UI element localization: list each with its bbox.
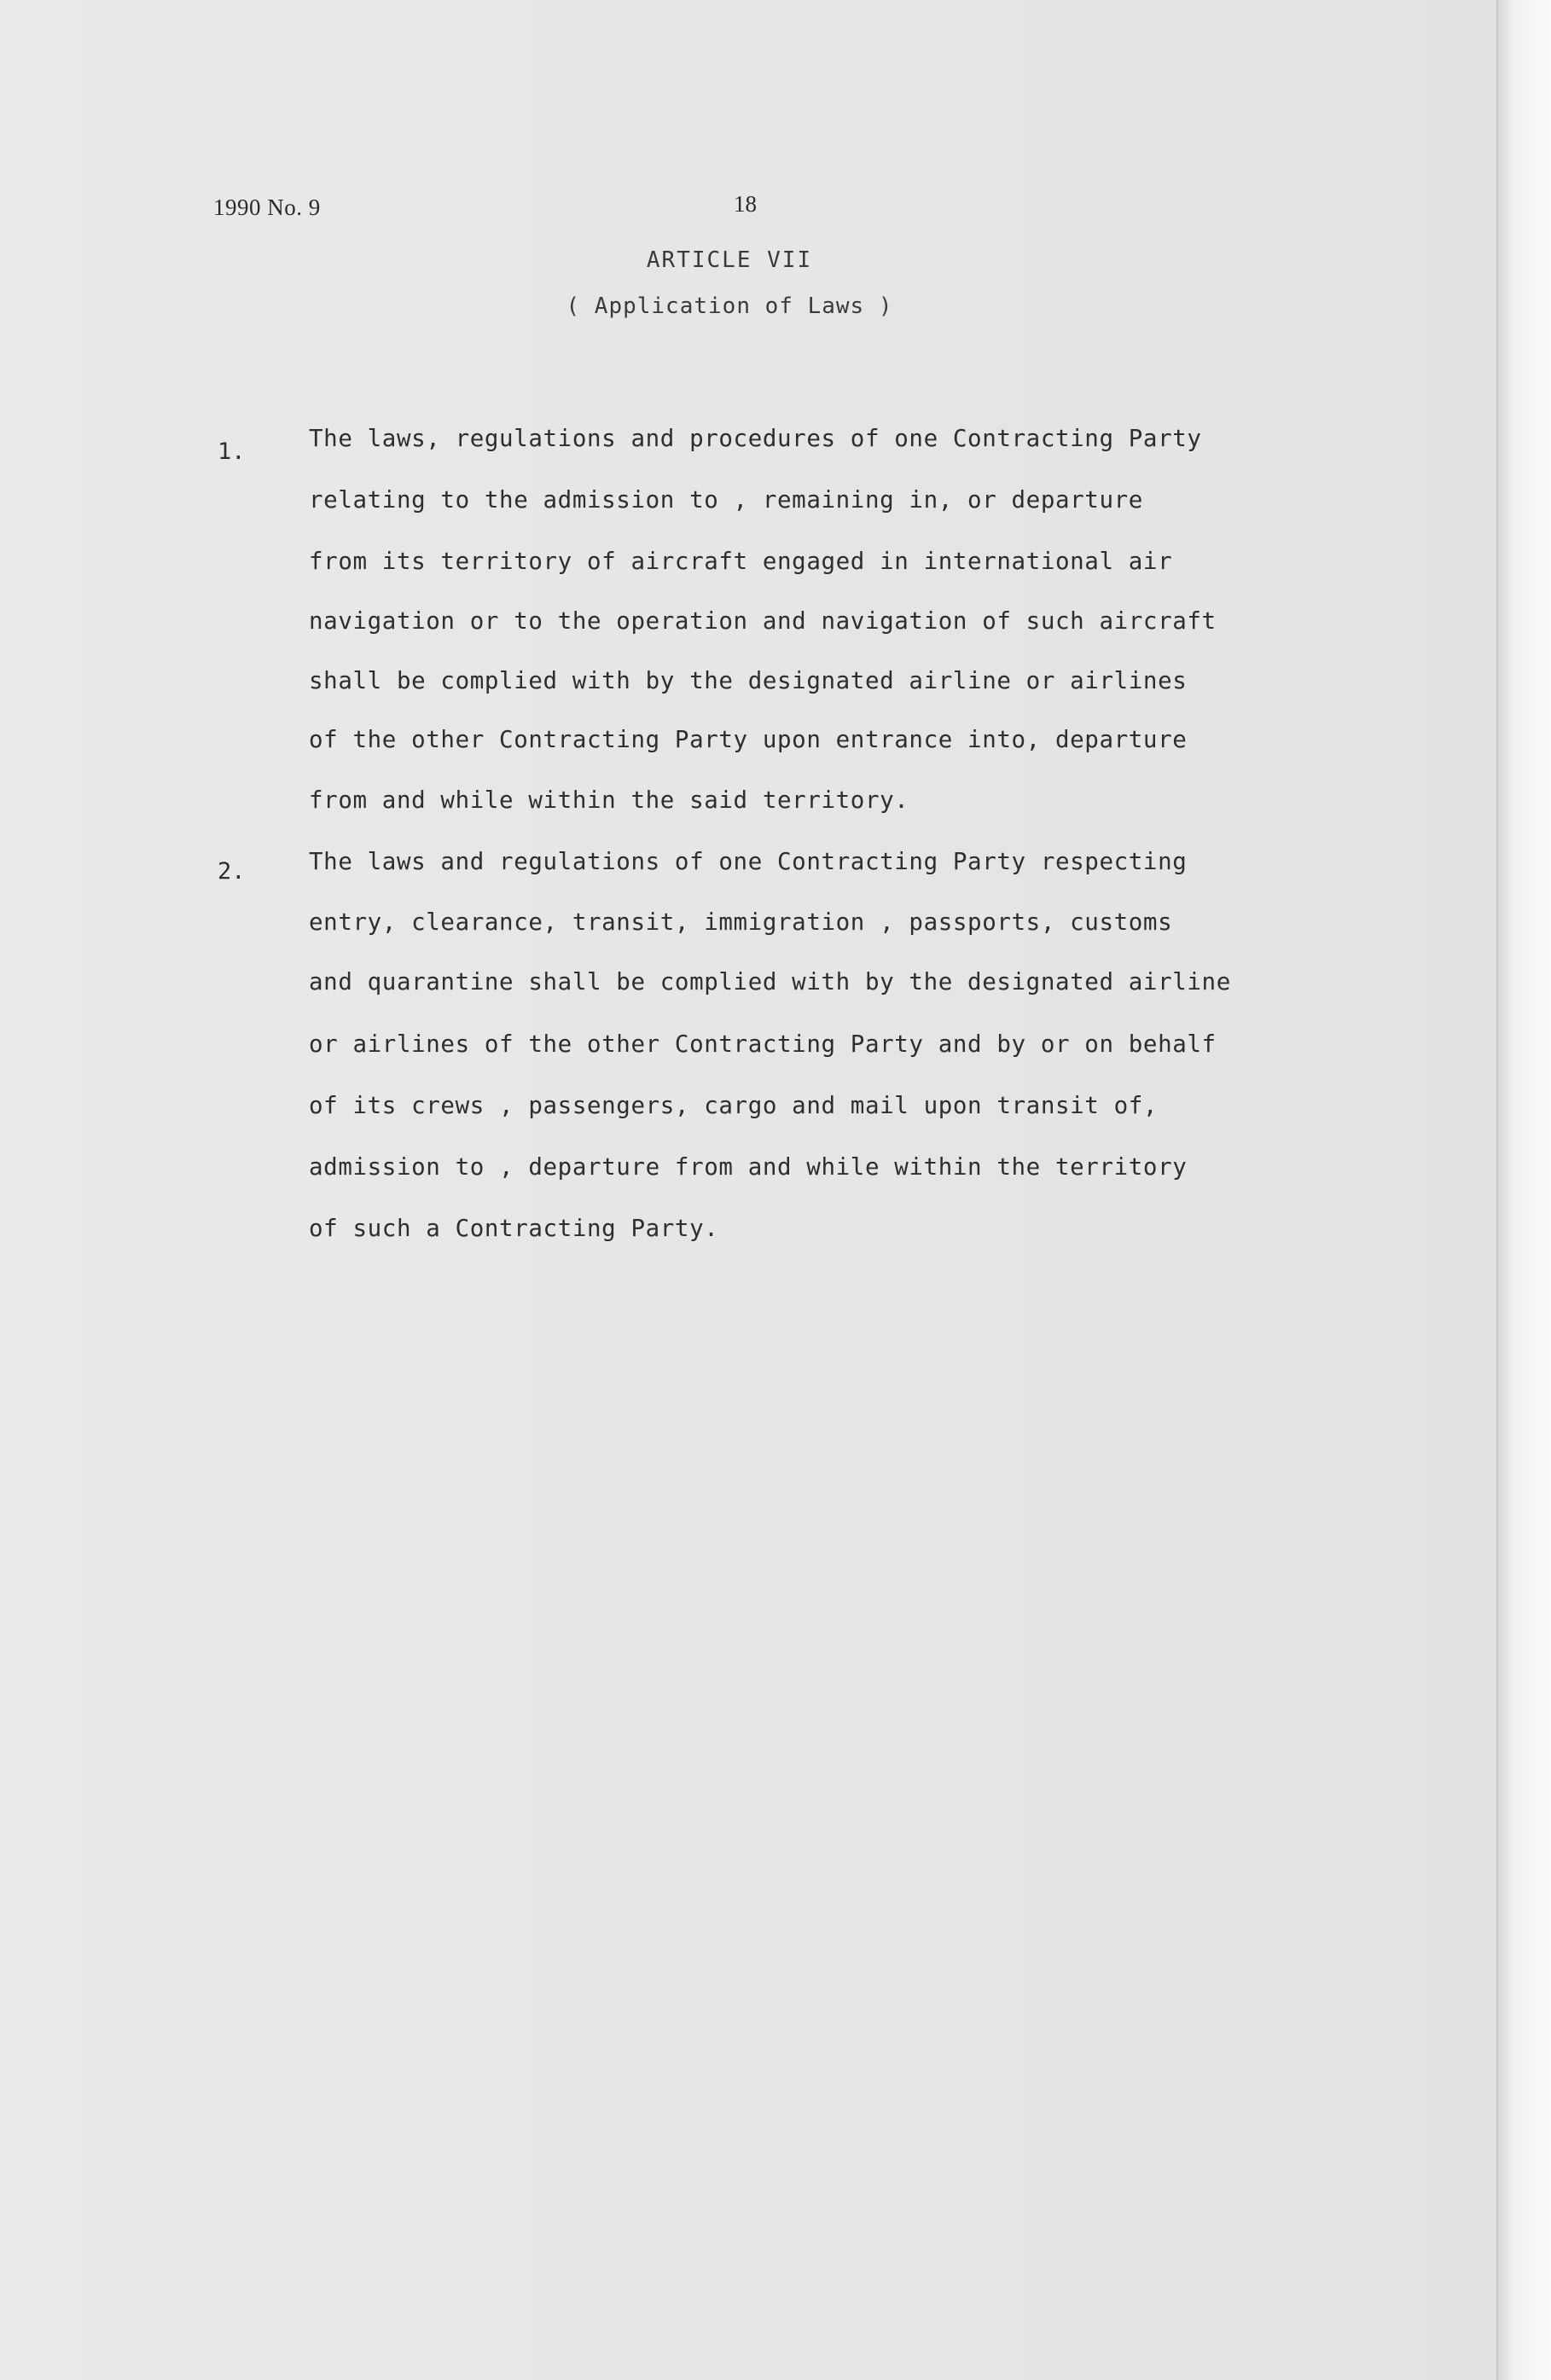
paragraph-number: 1. <box>218 438 246 465</box>
paragraph-line: entry, clearance, transit, immigration , passports, customs <box>309 908 1173 936</box>
document-reference: 1990 No. 9 <box>213 194 321 220</box>
paragraph-line: The laws, regulations and procedures of one Contracting Party <box>309 425 1202 452</box>
paragraph-line: from its territory of aircraft engaged in international air <box>309 548 1173 575</box>
article-title: ARTICLE VII <box>646 247 813 273</box>
paragraph-line: of its crews , passengers, cargo and mail upon transit of, <box>309 1092 1159 1119</box>
page-number: 18 <box>734 191 757 217</box>
paragraph-line: admission to , departure from and while within the territory <box>309 1153 1188 1181</box>
article-subtitle: ( Application of Laws ) <box>566 293 893 319</box>
paragraph-line: of the other Contracting Party upon entrance into, departure <box>309 726 1188 753</box>
paragraph-line: relating to the admission to , remaining in, or departure <box>309 486 1143 514</box>
paragraph-number: 2. <box>218 858 246 885</box>
paragraph-line: or airlines of the other Contracting Party and by or on behalf <box>309 1030 1217 1058</box>
paragraph-line: from and while within the said territory. <box>309 787 909 814</box>
paragraph-line: The laws and regulations of one Contracting Party respecting <box>309 848 1188 875</box>
paragraph-line: of such a Contracting Party. <box>309 1215 719 1242</box>
paragraph-line: shall be complied with by the designated airline or airlines <box>309 667 1188 694</box>
page-binding-edge <box>1496 0 1551 2380</box>
paragraph-line: and quarantine shall be complied with by the designated airline <box>309 968 1231 996</box>
paragraph-line: navigation or to the operation and navigation of such aircraft <box>309 607 1217 635</box>
